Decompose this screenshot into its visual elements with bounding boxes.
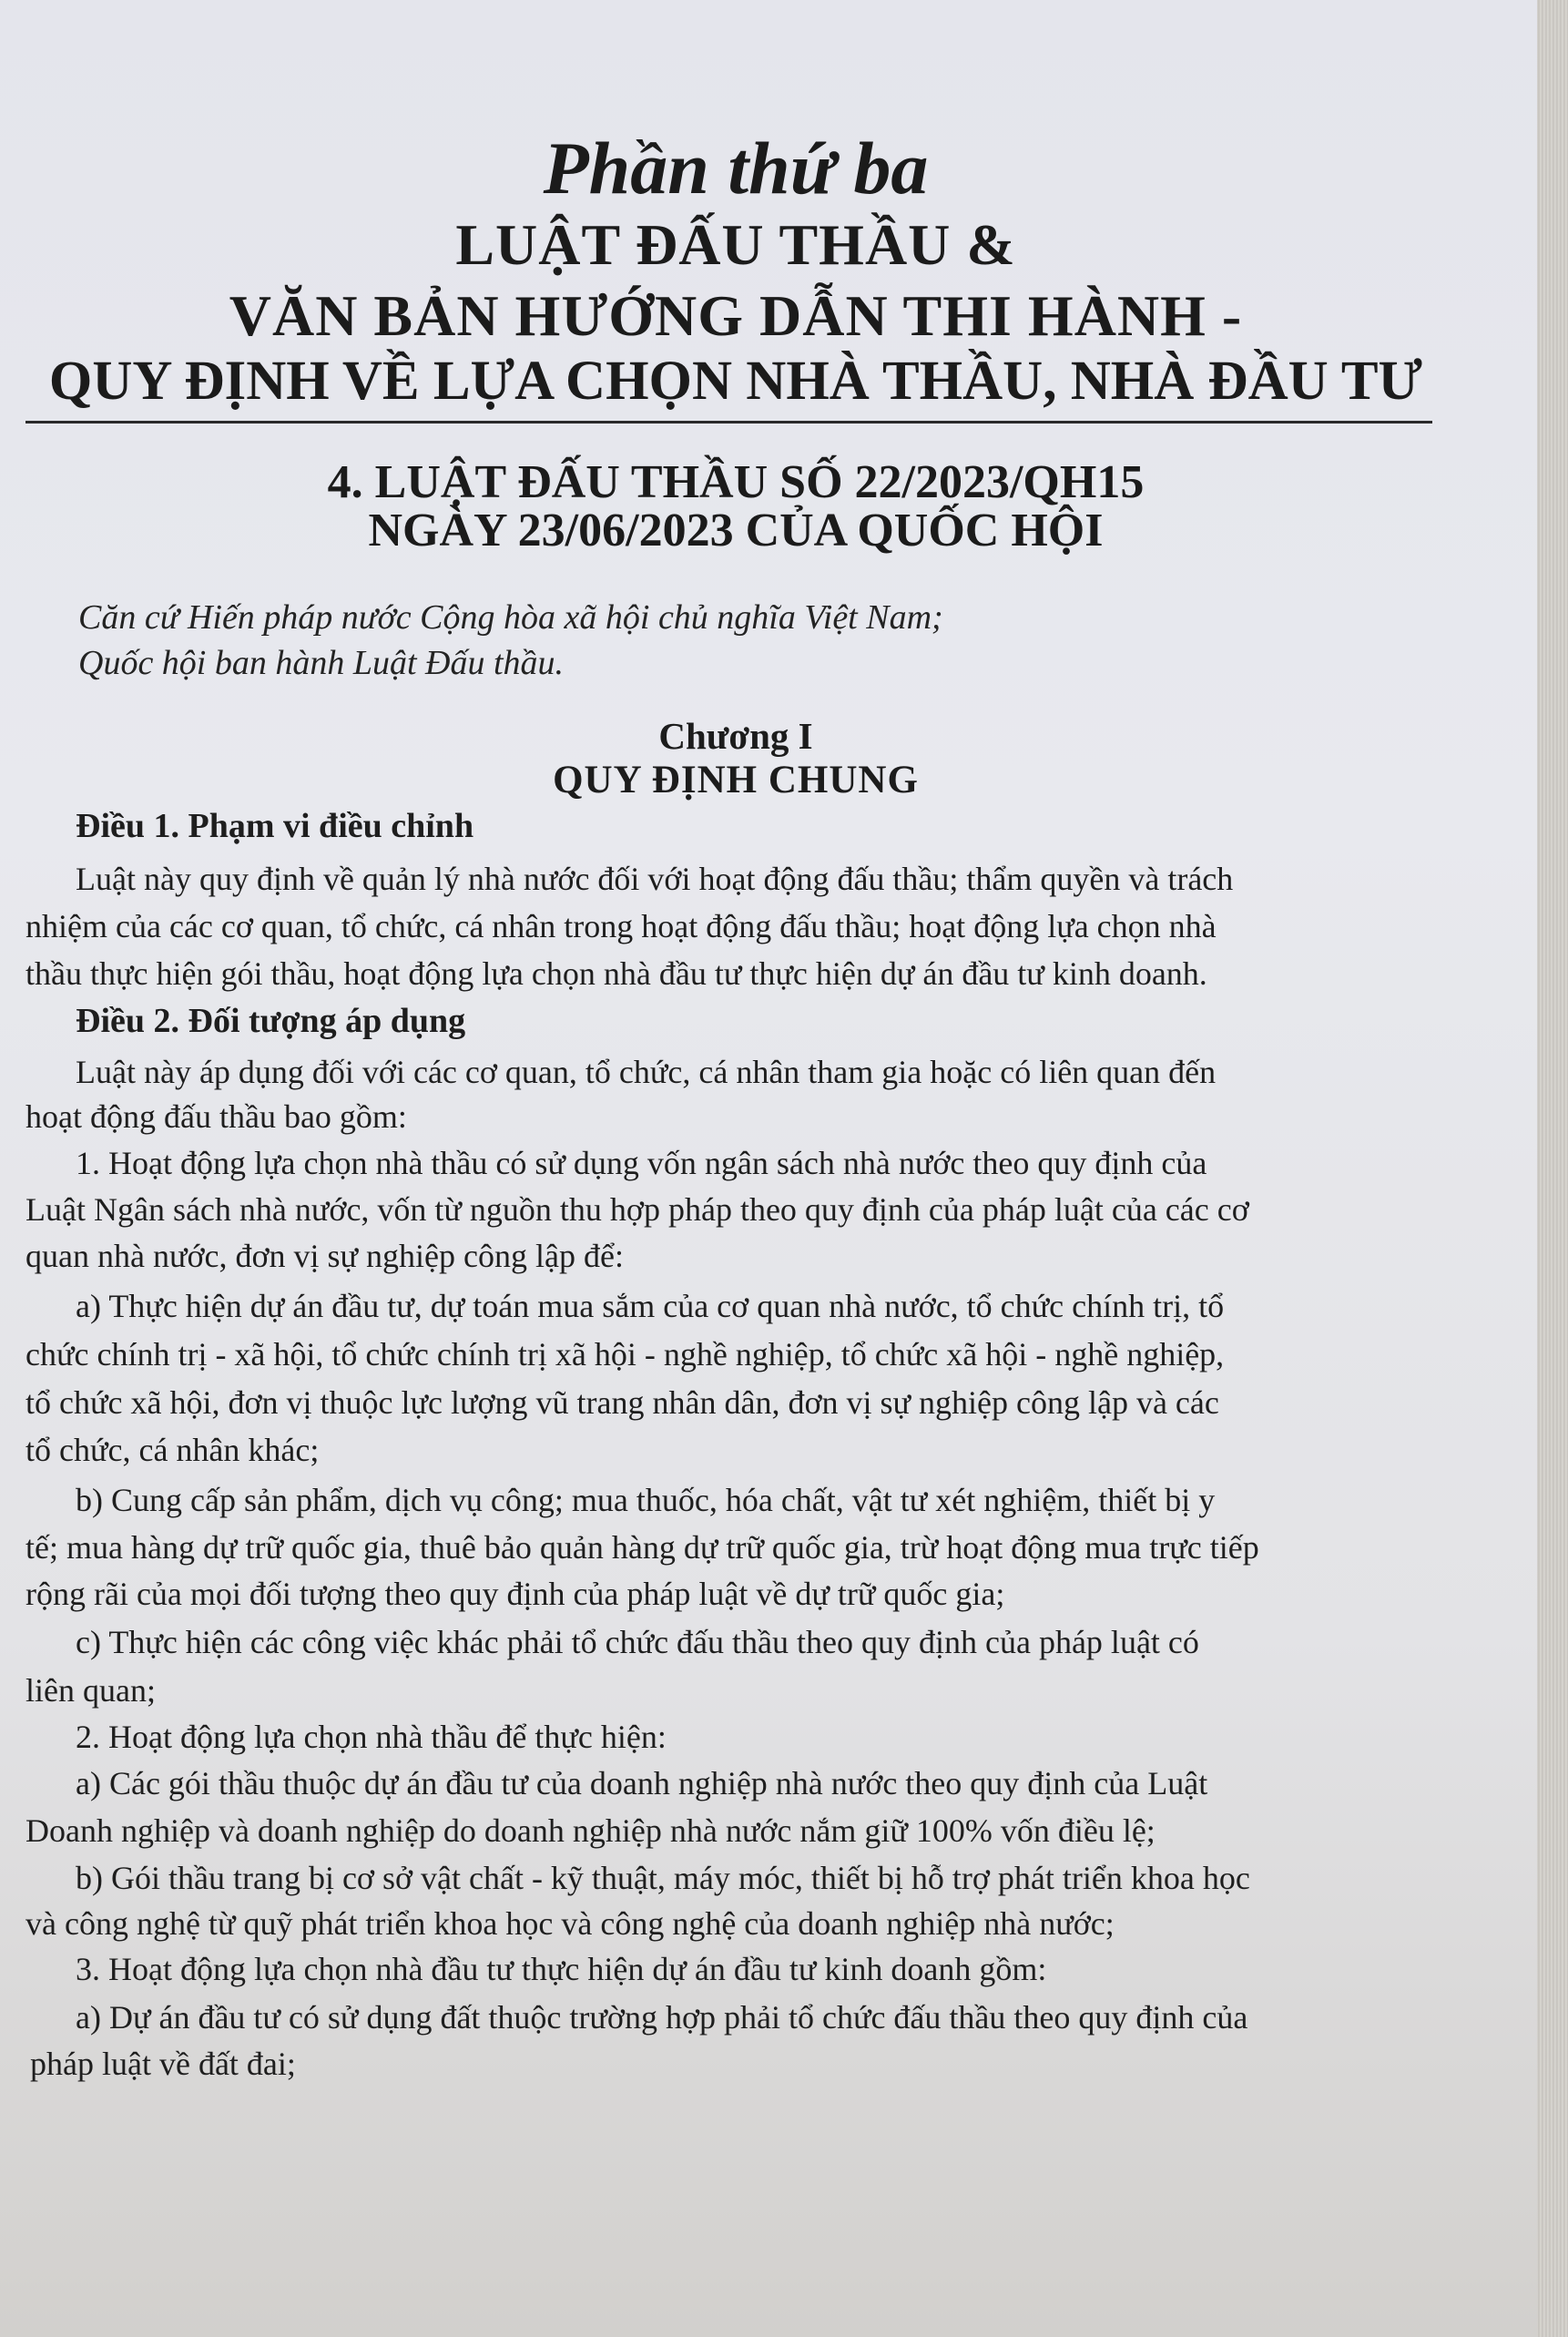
law-title-line: 4. LUẬT ĐẤU THẦU SỐ 22/2023/QH15 xyxy=(327,456,1145,508)
chapter-title: QUY ĐỊNH CHUNG xyxy=(553,759,919,801)
law-title-line: NGÀY 23/06/2023 CỦA QUỐC HỘI xyxy=(368,505,1104,556)
body-line: nhiệm của các cơ quan, tổ chức, cá nhân trong hoạt động đấu thầu; hoạt động lựa chọn nhà xyxy=(25,908,1217,944)
article-heading: Điều 1. Phạm vi điều chỉnh xyxy=(76,807,474,845)
body-line: quan nhà nước, đơn vị sự nghiệp công lập để: xyxy=(25,1238,624,1274)
body-line: b) Cung cấp sản phẩm, dịch vụ công; mua thuốc, hóa chất, vật tư xét nghiệm, thiết bị y xyxy=(76,1482,1216,1518)
section-title-line: QUY ĐỊNH VỀ LỰA CHỌN NHÀ THẦU, NHÀ ĐẦU TƯ xyxy=(48,351,1423,412)
body-line: c) Thực hiện các công việc khác phải tổ chức đấu thầu theo quy định của pháp luật có xyxy=(76,1624,1199,1660)
preamble-line: Căn cứ Hiến pháp nước Cộng hòa xã hội chủ nghĩa Việt Nam; xyxy=(78,598,943,637)
body-line: chức chính trị - xã hội, tổ chức chính trị xã hội - nghề nghiệp, tổ chức xã hội - nghề nghiệp, xyxy=(25,1336,1225,1373)
body-line: a) Thực hiện dự án đầu tư, dự toán mua sắm của cơ quan nhà nước, tổ chức chính trị, tổ xyxy=(76,1288,1225,1324)
body-line: và công nghệ từ quỹ phát triển khoa học và công nghệ của doanh nghiệp nhà nước; xyxy=(25,1905,1115,1942)
body-line: tổ chức, cá nhân khác; xyxy=(25,1432,320,1468)
body-line: 3. Hoạt động lựa chọn nhà đầu tư thực hiện dự án đầu tư kinh doanh gồm: xyxy=(76,1951,1047,1987)
body-line: thầu thực hiện gói thầu, hoạt động lựa chọn nhà đầu tư thực hiện dự án đầu tư kinh doanh. xyxy=(25,955,1207,992)
body-line: 1. Hoạt động lựa chọn nhà thầu có sử dụng vốn ngân sách nhà nước theo quy định của xyxy=(76,1145,1207,1181)
body-line: Luật này quy định về quản lý nhà nước đối với hoạt động đấu thầu; thẩm quyền và trách xyxy=(76,861,1234,897)
section-title-line: VĂN BẢN HƯỚNG DẪN THI HÀNH - xyxy=(229,283,1243,348)
body-line: hoạt động đấu thầu bao gồm: xyxy=(25,1098,407,1135)
body-line: Luật Ngân sách nhà nước, vốn từ nguồn thu hợp pháp theo quy định của pháp luật của các cơ xyxy=(25,1191,1249,1228)
body-line: Doanh nghiệp và doanh nghiệp do doanh nghiệp nhà nước nắm giữ 100% vốn điều lệ; xyxy=(25,1812,1156,1849)
section-title-line: LUẬT ĐẤU THẦU & xyxy=(455,212,1016,277)
body-line: 2. Hoạt động lựa chọn nhà thầu để thực hiện: xyxy=(76,1719,667,1755)
preamble-line: Quốc hội ban hành Luật Đấu thầu. xyxy=(78,644,565,682)
article-heading: Điều 2. Đối tượng áp dụng xyxy=(76,1002,466,1040)
body-line: tế; mua hàng dự trữ quốc gia, thuê bảo quản hàng dự trữ quốc gia, trừ hoạt động mua trực tiếp xyxy=(25,1529,1259,1566)
part-title: Phần thứ ba xyxy=(543,127,929,209)
body-line: b) Gói thầu trang bị cơ sở vật chất - kỹ thuật, máy móc, thiết bị hỗ trợ phát triển khoa học xyxy=(76,1860,1250,1896)
chapter-number: Chương I xyxy=(658,715,813,757)
body-line: liên quan; xyxy=(25,1672,156,1709)
body-line: a) Dự án đầu tư có sử dụng đất thuộc trường hợp phải tổ chức đấu thầu theo quy định của xyxy=(76,1999,1248,2036)
body-line: rộng rãi của mọi đối tượng theo quy định của pháp luật về dự trữ quốc gia; xyxy=(25,1576,1005,1612)
body-line: a) Các gói thầu thuộc dự án đầu tư của doanh nghiệp nhà nước theo quy định của Luật xyxy=(76,1765,1208,1801)
body-line: Luật này áp dụng đối với các cơ quan, tổ chức, cá nhân tham gia hoặc có liên quan đến xyxy=(76,1054,1217,1090)
body-line: tổ chức xã hội, đơn vị thuộc lực lượng vũ trang nhân dân, đơn vị sự nghiệp công lập và các xyxy=(25,1384,1219,1421)
body-line: pháp luật về đất đai; xyxy=(30,2046,296,2082)
page-stack-edge xyxy=(1537,0,1568,2337)
title-divider xyxy=(25,421,1432,424)
